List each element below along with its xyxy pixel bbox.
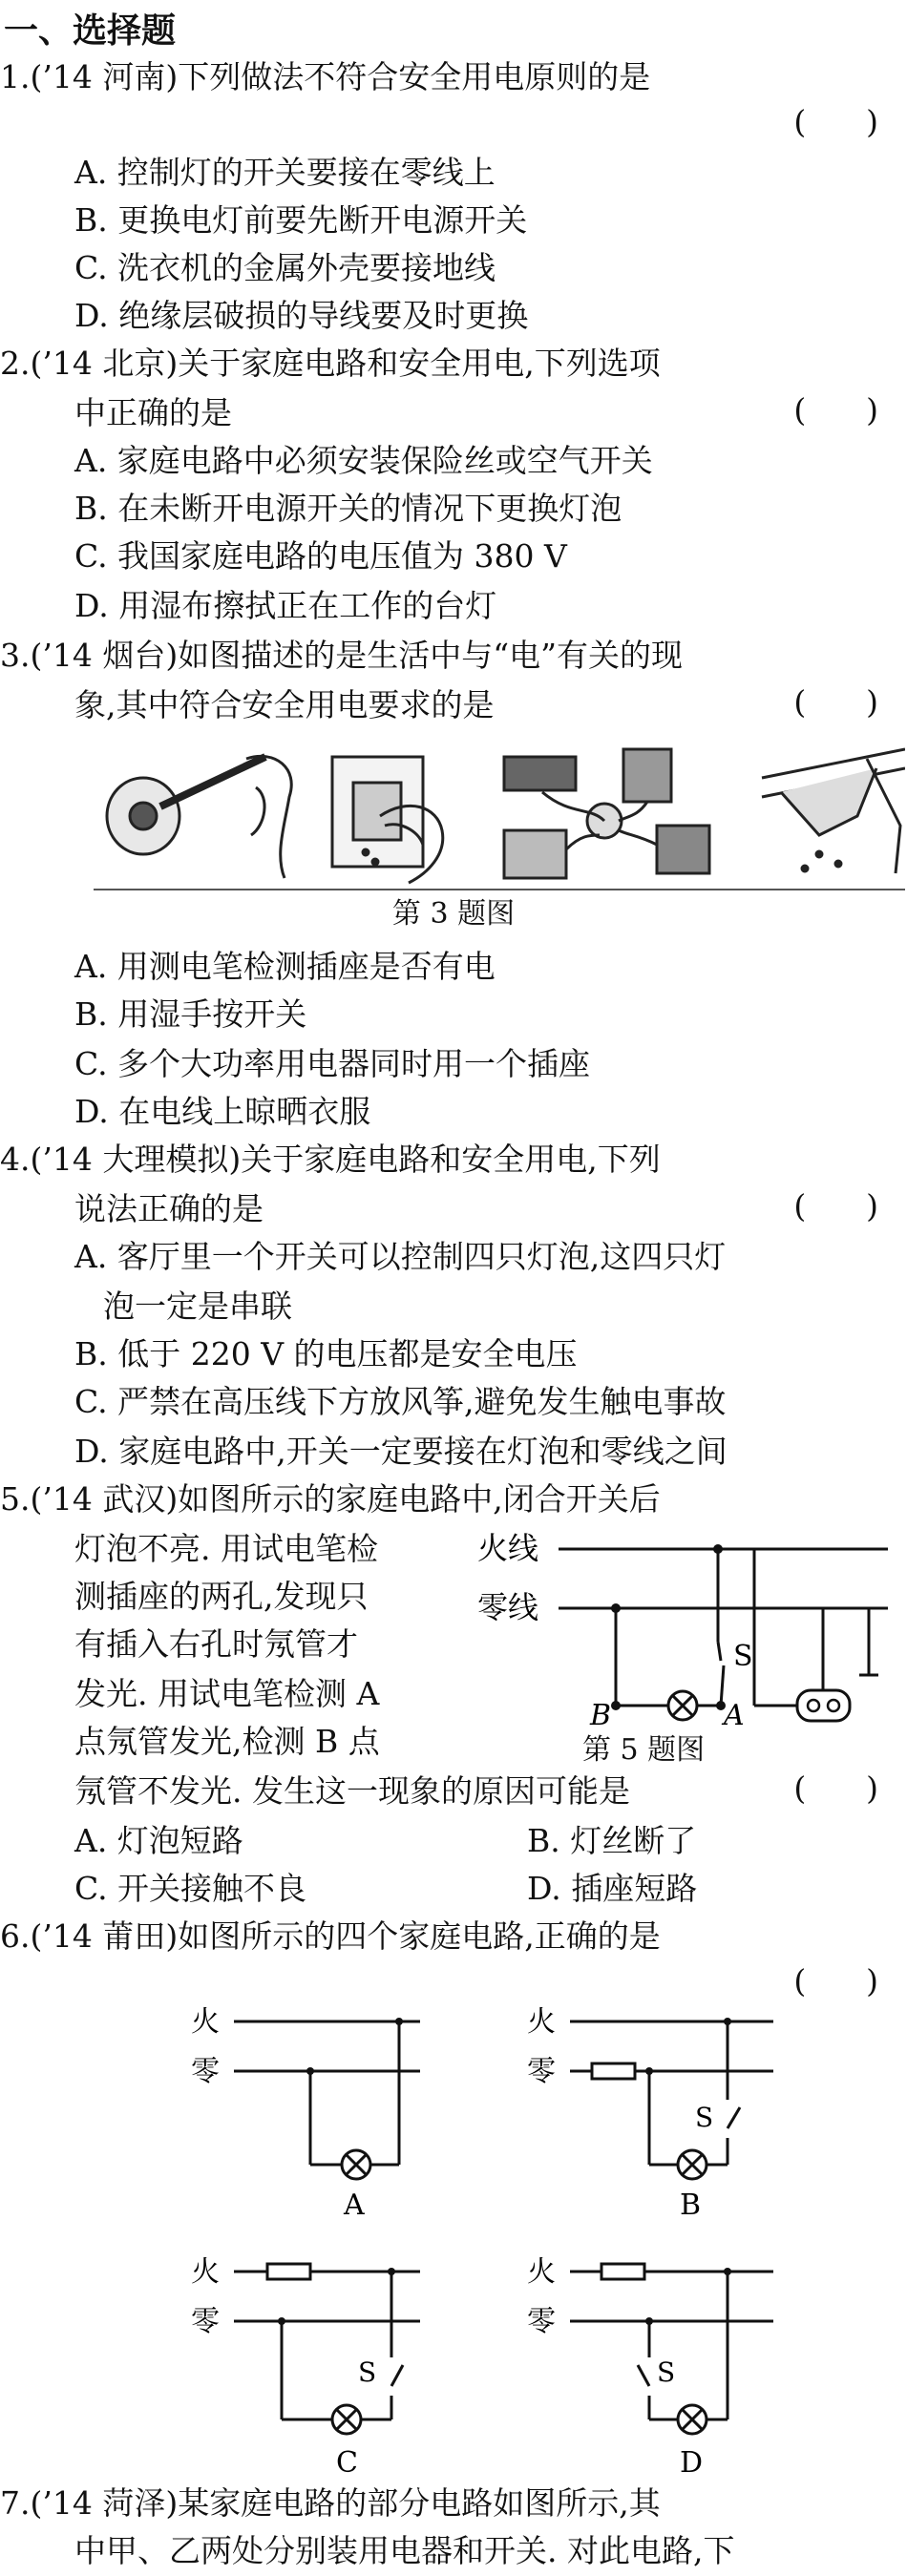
q6-b-fuse-icon xyxy=(592,2063,635,2079)
q3-option-b: B. 用湿手按开关 xyxy=(74,995,307,1033)
q6-d-fuse-icon xyxy=(601,2264,644,2279)
q4-option-a: A. 客厅里一个开关可以控制四只灯泡,这四只灯 xyxy=(74,1238,727,1275)
q6-circuit-b xyxy=(527,2005,773,2222)
q2-option-a: A. 家庭电路中必须安装保险丝或空气开关 xyxy=(74,442,653,479)
q6-a-lamp-icon xyxy=(342,2150,370,2179)
q5-point-a-label: A xyxy=(724,1699,745,1732)
q6-d-lamp-icon xyxy=(678,2405,707,2434)
test-pen-socket-illustration xyxy=(107,756,291,878)
q7-stem-line1: 7.(’14 菏泽)某家庭电路的部分电路如图所示,其 xyxy=(0,2484,661,2522)
q5-point-b-dot xyxy=(611,1701,621,1710)
q1-stem: 1.(’14 河南)下列做法不符合安全用电原则的是 xyxy=(0,58,651,95)
q4-option-d: D. 家庭电路中,开关一定要接在灯泡和零线之间 xyxy=(74,1433,728,1470)
q6-b-live-label: 火 xyxy=(527,2005,556,2039)
q5-option-c: C. 开关接触不良 xyxy=(74,1870,307,1907)
q4-option-c: C. 严禁在高压线下方放风筝,避免发生触电事故 xyxy=(74,1383,727,1420)
q6-b-switch-label: S xyxy=(695,2102,714,2133)
q6-d-live-label: 火 xyxy=(527,2255,556,2289)
q1-option-b: B. 更换电灯前要先断开电源开关 xyxy=(74,201,528,239)
q6-label-a: A xyxy=(344,2189,365,2222)
q4-option-b: B. 低于 220 V 的电压都是安全电压 xyxy=(74,1335,578,1372)
q3-stem-line2: 象,其中符合安全用电要求的是 xyxy=(74,686,495,723)
q3-stem-line1: 3.(’14 烟台)如图描述的是生活中与“电”有关的现 xyxy=(0,637,683,674)
q5-live-wire-label: 火线 xyxy=(477,1530,539,1566)
q5-junction-dot xyxy=(611,1603,621,1613)
q3-figure xyxy=(94,740,905,892)
q6-c-fuse-icon xyxy=(267,2264,310,2279)
q5-text-6: 氖管不发光. 发生这一现象的原因可能是 xyxy=(74,1772,630,1810)
q6-circuit-a xyxy=(191,2005,420,2222)
q6-stem: 6.(’14 莆田)如图所示的四个家庭电路,正确的是 xyxy=(0,1917,661,1955)
q1-option-a: A. 控制灯的开关要接在零线上 xyxy=(74,154,496,191)
overloaded-socket-illustration xyxy=(504,749,709,878)
q3-option-d: D. 在电线上晾晒衣服 xyxy=(74,1093,371,1130)
q1-option-d: D. 绝缘层破损的导线要及时更换 xyxy=(74,297,529,334)
section-title: 一、选择题 xyxy=(4,11,177,51)
q5-circuit-diagram xyxy=(468,1522,897,1742)
q5-socket-icon xyxy=(797,1690,850,1721)
q5-option-d: D. 插座短路 xyxy=(527,1870,698,1907)
q5-text-3: 有插入右孔时氖管才 xyxy=(74,1625,358,1663)
q2-answer-bracket: ( ) xyxy=(793,391,878,429)
q5-neutral-wire-label: 零线 xyxy=(477,1589,539,1625)
q6-c-switch-label: S xyxy=(358,2356,377,2388)
q6-a-neutral-label: 零 xyxy=(191,2055,220,2088)
q5-lamp-icon xyxy=(668,1691,697,1720)
q1-option-c: C. 洗衣机的金属外壳要接地线 xyxy=(74,249,496,286)
q6-circuit-c xyxy=(191,2255,420,2480)
q3-figure-caption: 第 3 题图 xyxy=(391,897,516,931)
q5-junction-dot xyxy=(713,1544,723,1554)
q6-label-c: C xyxy=(336,2446,358,2480)
q6-c-neutral-label: 零 xyxy=(191,2305,220,2338)
q2-option-d: D. 用湿布擦拭正在工作的台灯 xyxy=(74,587,497,624)
q7-stem-line2: 中甲、乙两处分别装用电器和开关. 对此电路,下 xyxy=(74,2532,735,2569)
q6-circuit-diagrams xyxy=(191,1995,859,2491)
q5-option-b: B. 灯丝断了 xyxy=(527,1822,697,1859)
q3-option-c: C. 多个大功率用电器同时用一个插座 xyxy=(74,1045,591,1082)
q6-d-neutral-label: 零 xyxy=(527,2305,556,2338)
q5-option-a: A. 灯泡短路 xyxy=(74,1822,243,1859)
q6-c-lamp-icon xyxy=(332,2405,361,2434)
q2-option-b: B. 在未断开电源开关的情况下更换灯泡 xyxy=(74,490,622,527)
q6-d-switch-label: S xyxy=(657,2356,676,2388)
q3-answer-bracket: ( ) xyxy=(793,683,878,721)
q6-b-lamp-icon xyxy=(678,2150,707,2179)
q6-label-b: B xyxy=(680,2189,702,2222)
q5-text-2: 测插座的两孔,发现只 xyxy=(74,1578,369,1615)
q5-switch-label: S xyxy=(733,1640,753,1673)
q6-b-neutral-label: 零 xyxy=(527,2055,556,2088)
q6-label-d: D xyxy=(680,2446,704,2480)
q6-c-live-label: 火 xyxy=(191,2255,220,2289)
q5-text-1: 灯泡不亮. 用试电笔检 xyxy=(74,1530,378,1567)
q6-circuit-d xyxy=(527,2255,773,2480)
q4-option-a-cont: 泡一定是串联 xyxy=(103,1288,292,1325)
q6-answer-bracket: ( ) xyxy=(793,1962,878,2000)
q2-stem-line1: 2.(’14 北京)关于家庭电路和安全用电,下列选项 xyxy=(0,345,661,382)
q6-a-live-label: 火 xyxy=(191,2005,220,2039)
q5-stem: 5.(’14 武汉)如图所示的家庭电路中,闭合开关后 xyxy=(0,1480,661,1518)
q5-figure-caption: 第 5 题图 xyxy=(582,1733,706,1767)
q4-answer-bracket: ( ) xyxy=(793,1187,878,1225)
q5-text-4: 发光. 用试电笔检测 A xyxy=(74,1675,380,1712)
q2-stem-line2: 中正确的是 xyxy=(74,394,232,431)
clothes-on-wire-illustration xyxy=(762,749,905,873)
q4-stem-line2: 说法正确的是 xyxy=(74,1190,264,1227)
q2-option-c: C. 我国家庭电路的电压值为 380 V xyxy=(74,537,567,575)
q5-point-b-label: B xyxy=(590,1699,612,1732)
q5-text-5: 点氖管发光,检测 B 点 xyxy=(74,1723,380,1760)
wet-hand-switch-illustration xyxy=(332,757,443,883)
q1-answer-bracket: ( ) xyxy=(793,103,878,140)
q5-answer-bracket: ( ) xyxy=(793,1770,878,1807)
q4-stem-line1: 4.(’14 大理模拟)关于家庭电路和安全用电,下列 xyxy=(0,1141,661,1178)
q3-option-a: A. 用测电笔检测插座是否有电 xyxy=(74,948,496,985)
